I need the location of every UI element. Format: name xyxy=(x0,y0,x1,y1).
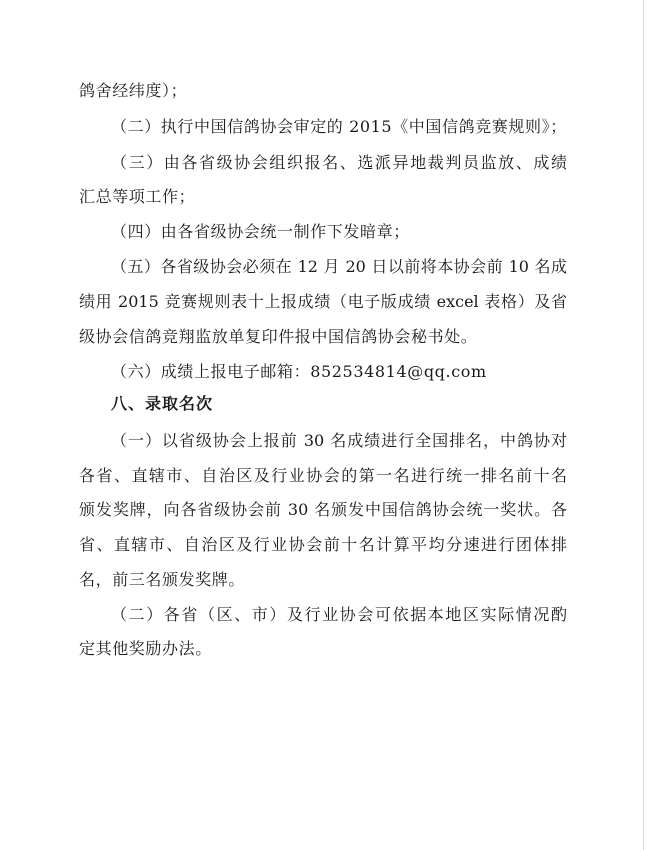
ranking-item-1-cont-1: 各省、直辖市、自治区及行业协会的第一名进行统一排名前十名 xyxy=(79,466,567,485)
line-location-end: 鸽舍经纬度）； xyxy=(79,81,188,100)
item-5-deadline-cont-1: 绩用 2015 竞赛规则表十上报成绩（电子版成绩 excel 表格）及省 xyxy=(79,292,567,311)
ranking-item-1-cont-4: 名，前三名颁发奖牌。 xyxy=(79,570,246,589)
item-5-deadline: （五）各省级协会必须在 12 月 20 日以前将本协会前 10 名成 xyxy=(111,257,567,276)
page-edge-divider xyxy=(643,0,644,850)
item-3-registration: （三）由各省级协会组织报名、选派异地裁判员监放、成绩 xyxy=(111,153,567,172)
ranking-item-2: （二）各省（区、市）及行业协会可依据本地区实际情况酌 xyxy=(111,605,567,624)
item-3-registration-cont: 汇总等项工作； xyxy=(79,187,196,206)
ranking-item-1: （一）以省级协会上报前 30 名成绩进行全国排名，中鸽协对 xyxy=(111,431,567,450)
ranking-item-1-cont-2: 颁发奖牌，向各省级协会前 30 名颁发中国信鸽协会统一奖状。各 xyxy=(79,500,567,519)
item-6-email: （六）成绩上报电子邮箱：852534814@qq.com xyxy=(111,362,487,381)
section-heading-ranking: 八、录取名次 xyxy=(111,394,214,413)
ranking-item-1-cont-3: 省、直辖市、自治区及行业协会前十名计算平均分速进行团体排 xyxy=(79,535,567,554)
item-2-rules: （二）执行中国信鸽协会审定的 2015《中国信鸽竞赛规则》； xyxy=(111,117,567,136)
item-5-deadline-cont-2: 级协会信鸽竞翔监放单复印件报中国信鸽协会秘书处。 xyxy=(79,327,478,346)
item-4-seal: （四）由各省级协会统一制作下发暗章； xyxy=(111,222,410,241)
ranking-item-2-cont: 定其他奖励办法。 xyxy=(79,639,212,658)
